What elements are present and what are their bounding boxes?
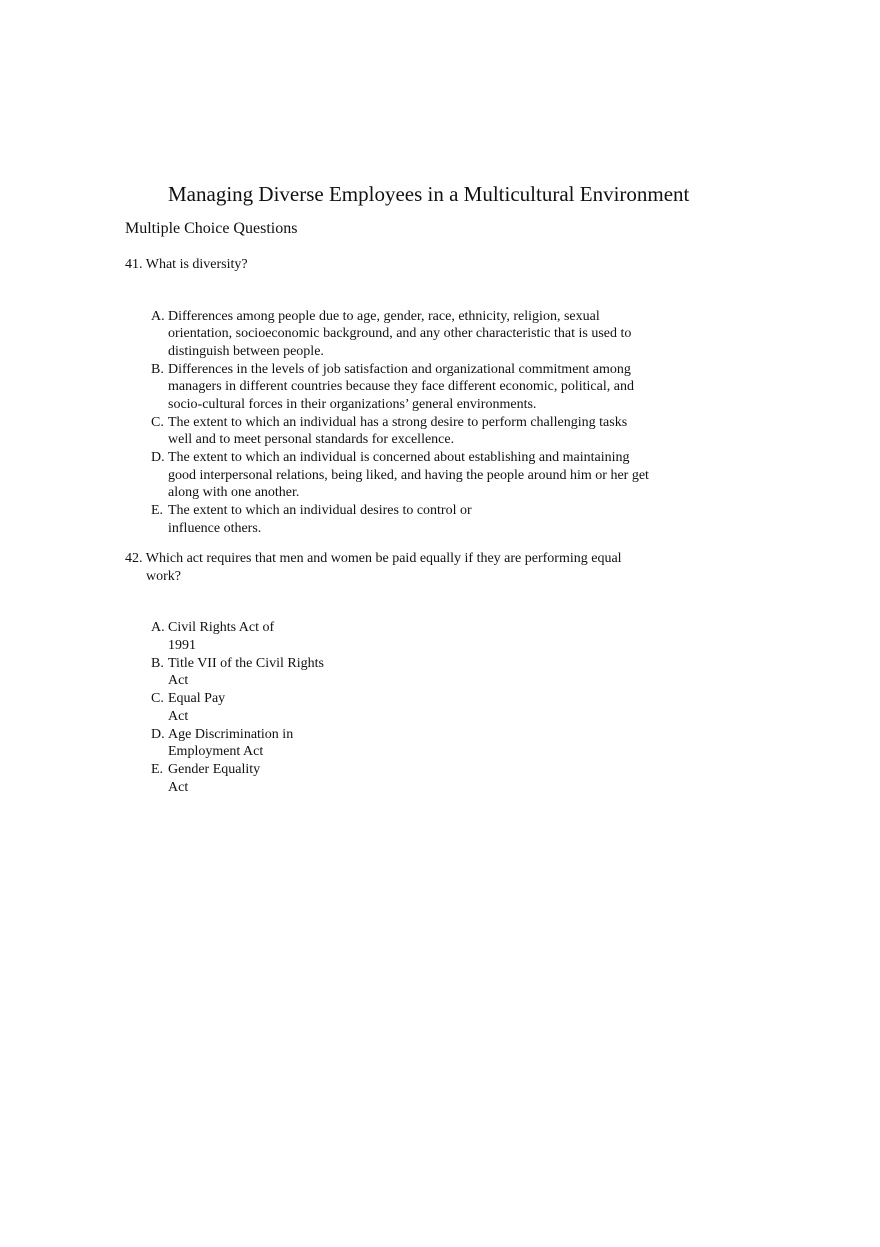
choice-text: Gender Equality Act <box>168 762 261 795</box>
question-text: What is diversity? <box>145 257 248 272</box>
choice-letter: E. <box>151 762 164 777</box>
answer-choices <box>151 308 651 538</box>
choice-letter: B. <box>151 361 164 377</box>
question-41 <box>125 256 655 538</box>
choice-text: The extent to which an individual has a strong desire to perform challenging tasks well and to meet personal standards for excellence. <box>168 414 628 447</box>
choice-d[interactable] <box>151 449 651 502</box>
choice-text: The extent to which an individual desires to control or influence others. <box>168 503 472 536</box>
section-title: Multiple Choice Questions <box>125 220 298 237</box>
choice-b[interactable] <box>151 361 651 414</box>
choice-text: Civil Rights Act of 1991 <box>168 620 275 653</box>
choice-letter: C. <box>151 691 164 706</box>
choice-letter: D. <box>151 450 165 465</box>
choice-letter: C. <box>151 414 164 430</box>
choice-e[interactable] <box>151 761 278 796</box>
question-number: 41. <box>125 257 143 272</box>
choice-text: Equal Pay Act <box>168 691 226 724</box>
choice-letter: A. <box>151 620 165 635</box>
choice-text: Title VII of the Civil Rights Act <box>168 655 324 688</box>
choice-text: The extent to which an individual is concerned about establishing and maintaining good interpersonal relations, being liked, and having the people around him or her get along with one another. <box>168 450 649 500</box>
choice-text: Differences among people due to age, gender, race, ethnicity, religion, sexual orientation, socioeconomic background, and any other characteristic that is used to distinguish between people. <box>168 308 632 359</box>
choice-letter: B. <box>151 655 164 671</box>
choice-a[interactable] <box>151 619 298 654</box>
answer-choices <box>151 619 681 796</box>
page-title: Managing Diverse Employees in a Multicultural Environment <box>168 182 690 206</box>
question-stem <box>125 256 655 274</box>
choice-text: Differences in the levels of job satisfaction and organizational commitment among managers in different countries because they face different economic, political, and socio-cultural forces in their organizations’ general environments. <box>168 361 634 412</box>
choice-d[interactable] <box>151 726 308 761</box>
question-text: Which act requires that men and women be paid equally if they are performing equal work? <box>145 551 622 584</box>
choice-letter: A. <box>151 308 165 324</box>
choice-b[interactable] <box>151 655 338 690</box>
choice-a[interactable] <box>151 308 651 361</box>
question-number: 42. <box>125 551 143 566</box>
choice-text: Age Discrimination in Employment Act <box>168 726 294 759</box>
choice-c[interactable] <box>151 414 651 449</box>
choice-letter: E. <box>151 503 164 518</box>
choice-e[interactable] <box>151 502 498 537</box>
choice-c[interactable] <box>151 690 243 725</box>
question-42 <box>125 550 655 797</box>
question-stem <box>125 550 655 585</box>
choice-letter: D. <box>151 726 165 742</box>
